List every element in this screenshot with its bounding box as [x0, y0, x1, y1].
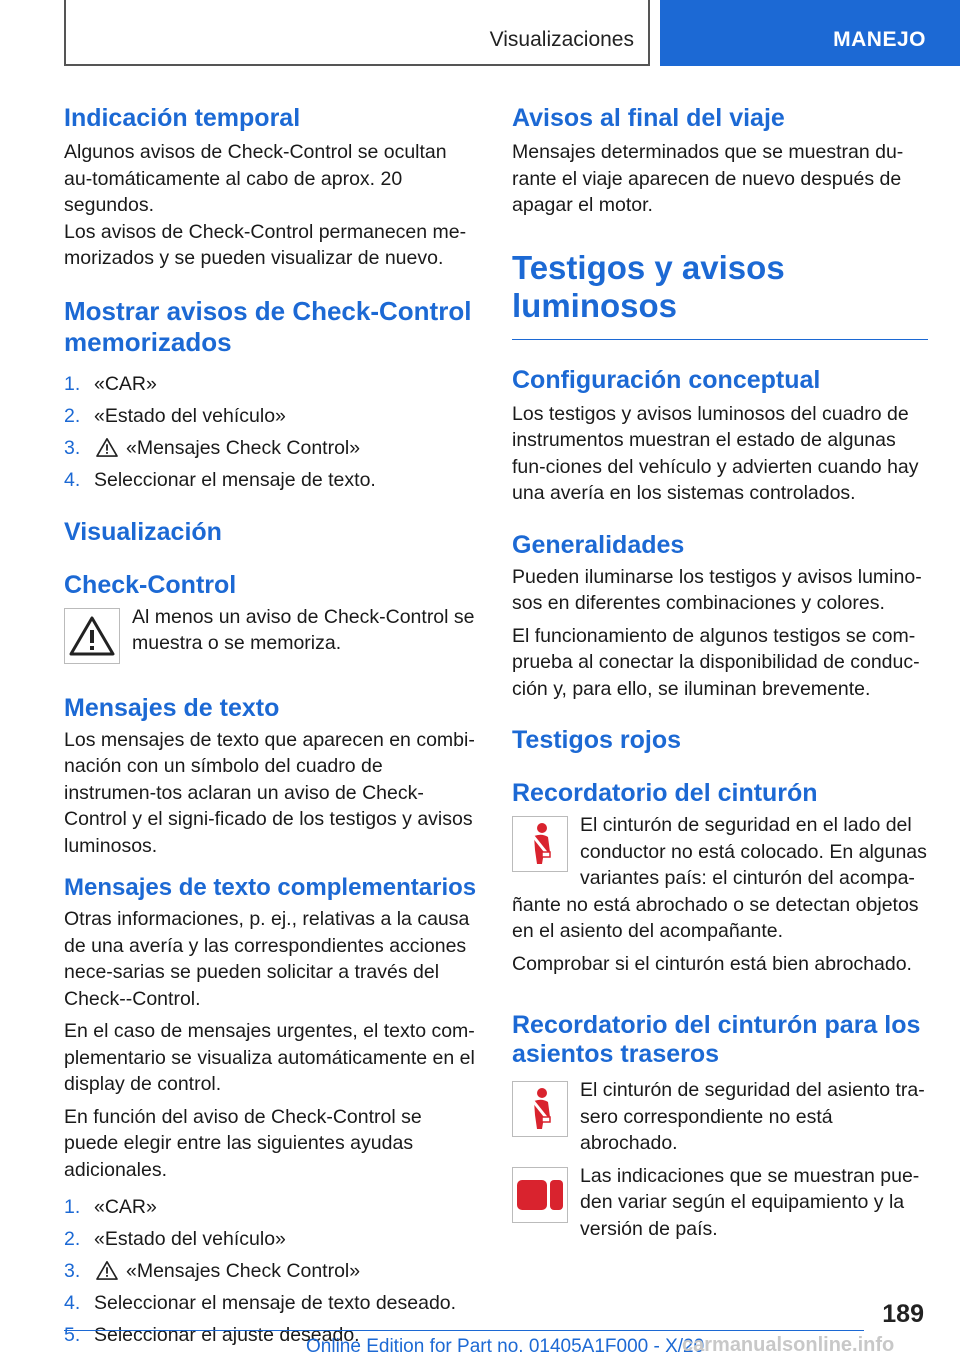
paragraph: En función del aviso de Check-Control se puede elegir entre las siguientes ayudas adicionales. — [64, 1105, 422, 1181]
paragraph: El funcionamiento de algunos testigos se com-prueba al conectar la disponibilidad de conduc-ción y, para ello, se iluminan brevemente. — [512, 624, 920, 700]
heading-rule — [512, 339, 928, 340]
footer-edition: Online Edition for Part no. 01405A1F000 - X/20 — [306, 1336, 705, 1357]
heading-end-of-trip: Avisos al final del viaje — [512, 104, 785, 132]
rear-seat-indicator-icon — [512, 1167, 568, 1223]
heading-red-lights: Testigos rojos — [512, 726, 682, 754]
header-chapter-label: MANEJO — [833, 28, 926, 51]
paragraph: Mensajes determinados que se muestran du-rante el viaje aparecen de nuevo después de apagar el motor. — [512, 141, 904, 216]
paragraph: Los avisos de Check-Control permanecen me-morizados y se pueden visualizar de nuevo. — [64, 220, 467, 269]
list-item: 4. Seleccionar el mensaje de texto. — [64, 468, 376, 491]
warning-triangle-icon — [96, 1260, 118, 1280]
steps-list — [64, 368, 480, 496]
heading-visualizacion: Visualización — [64, 517, 222, 546]
list-item: 1. «CAR» — [64, 1196, 157, 1218]
paragraph: El cinturón de seguridad en el lado del conductor no está colocado. En algunas variantes país: el cinturón del acompa- — [580, 814, 927, 889]
paragraph: Algunos avisos de Check-Control se ocultan au-tomáticamente al cabo de aprox. 20 segundos. — [64, 141, 447, 216]
heading-text-messages: Mensajes de texto — [64, 693, 280, 722]
header-section-box — [64, 0, 650, 66]
heading-conceptual: Configuración conceptual — [512, 365, 821, 394]
steps-list — [64, 1191, 480, 1351]
heading-warning-lights: Testigos y avisos luminosos — [512, 248, 785, 324]
list-item: 3. «Mensajes Check Control» — [64, 1260, 361, 1282]
warning-triangle-icon — [64, 608, 120, 664]
list-item: 5. Seleccionar el ajuste deseado. — [64, 1324, 360, 1346]
heading-seatbelt-reminder: Recordatorio del cinturón — [512, 779, 818, 807]
list-item: 3. «Mensajes Check Control» — [64, 436, 361, 459]
paragraph: Comprobar si el cinturón está bien abrochado. — [512, 952, 912, 975]
paragraph: Los mensajes de texto que aparecen en combi-nación con un símbolo del cuadro de instrumen-tos aclaran un aviso de Check-Control y el signi-ficado de los testigos y avisos luminosos. — [64, 728, 475, 857]
rear-seatbelt-icon — [512, 1081, 568, 1137]
heading-rear-seatbelt: Recordatorio del cinturón para los asientos traseros — [512, 1011, 921, 1068]
paragraph: Los testigos y avisos luminosos del cuadro de instrumentos muestran el estado de algunas fun-ciones del vehículo y advierten cuando hay una avería en los sistemas controlados. — [512, 402, 919, 504]
heading-generalidades: Generalidades — [512, 530, 685, 559]
seatbelt-warning-icon — [512, 816, 568, 872]
rear-seat-indicator-row — [512, 1163, 928, 1243]
page-number: 189 — [882, 1300, 924, 1328]
paragraph: El cinturón de seguridad del asiento tra-sero correspondiente no está abrochado. — [580, 1079, 925, 1154]
warning-triangle-icon — [96, 437, 118, 457]
paragraph: Al menos un aviso de Check-Control se muestra o se memoriza. — [132, 605, 475, 654]
heading-temporal: Indicación temporal — [64, 104, 301, 132]
paragraph: ñante no está abrochado o se detectan objetos en el asiento del acompañante. — [512, 893, 919, 942]
paragraph: Las indicaciones que se muestran pue-den variar según el equipamiento y la versión de país. — [580, 1164, 920, 1240]
header-section-title: Visualizaciones — [489, 28, 634, 51]
check-control-row — [64, 604, 480, 664]
list-item: 1. «CAR» — [64, 372, 157, 395]
paragraph: Otras informaciones, p. ej., relativas a la causa de una avería y las correspondientes acciones nece-sarias se pueden solicitar a través del Check--Control. — [64, 908, 470, 1010]
left-column — [64, 100, 480, 1351]
header-chapter-tab — [660, 0, 960, 66]
list-item: 2. «Estado del vehículo» — [64, 1228, 286, 1250]
right-column — [512, 100, 928, 1242]
paragraph: Pueden iluminarse los testigos y avisos lumino-sos en diferentes combinaciones y colores. — [512, 565, 922, 614]
list-item: 4. Seleccionar el mensaje de texto deseado. — [64, 1292, 457, 1314]
rear-seatbelt-row — [512, 1077, 928, 1157]
heading-complementary-messages: Mensajes de texto complementarios — [64, 874, 477, 901]
heading-show-memorized: Mostrar avisos de Check-Control memorizados — [64, 295, 472, 357]
seatbelt-row — [512, 812, 928, 892]
footer-rule — [64, 1330, 864, 1331]
watermark: carmanualsonline.info — [682, 1334, 895, 1356]
paragraph: En el caso de mensajes urgentes, el texto com-plementario se visualiza automáticamente en el display de control. — [64, 1020, 475, 1095]
list-item: 2. «Estado del vehículo» — [64, 404, 286, 427]
heading-check-control: Check-Control — [64, 570, 237, 599]
